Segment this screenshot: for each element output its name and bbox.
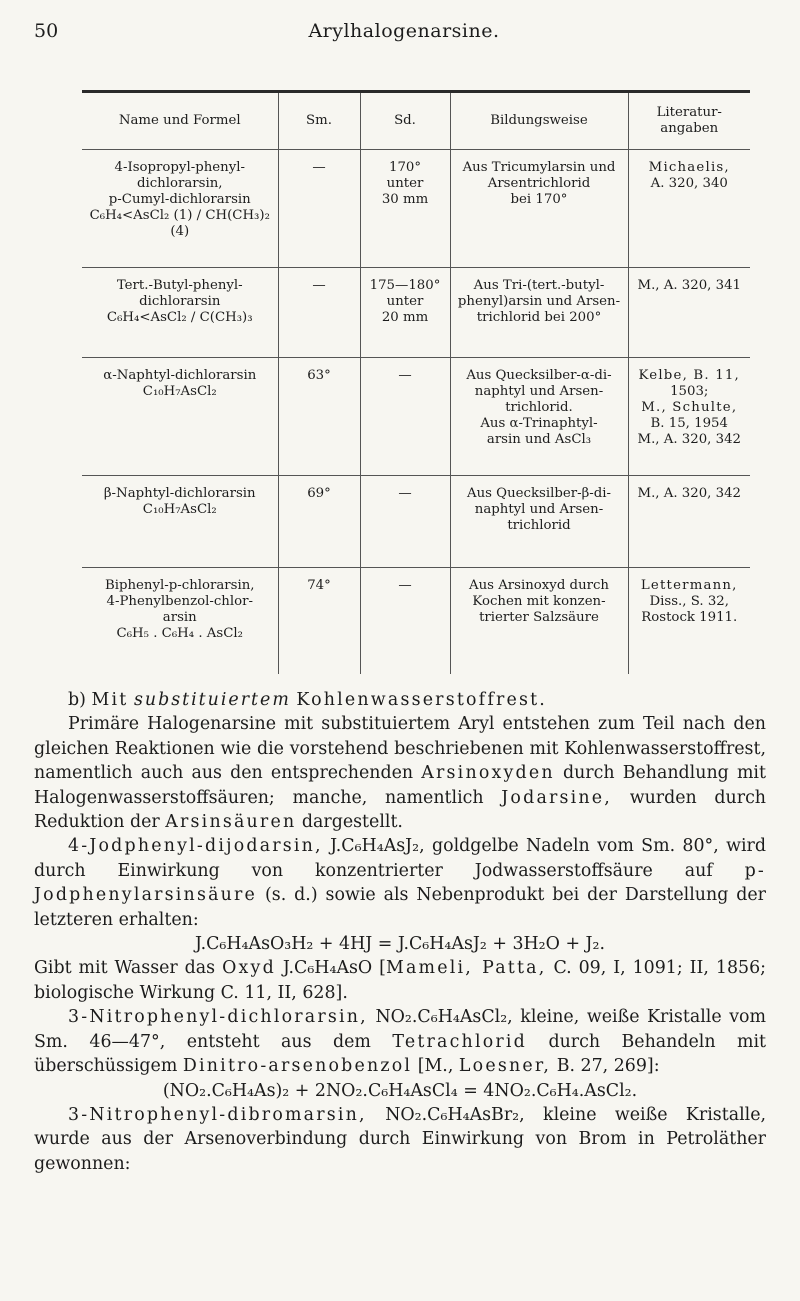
compound-name: 3-Nitrophenyl-dibromarsin, — [68, 1104, 367, 1125]
cell-bildungsweise — [450, 150, 628, 268]
bildung-line: trichlorid — [507, 518, 571, 533]
sd-line: unter — [386, 294, 424, 309]
compound-name: 4-Jodphenyl-dijodarsin, — [68, 836, 323, 857]
bildung-line: arsin und AsCl₃ — [486, 432, 592, 447]
bildung-line: Aus Quecksilber-β-di- — [466, 486, 612, 501]
sd-line: 30 mm — [381, 192, 429, 207]
bildung-line: phenyl)arsin und Arsen- — [457, 294, 621, 309]
col-header-name: Name und Formel — [82, 92, 278, 150]
compound-table — [82, 90, 750, 674]
sd-line: — — [398, 368, 412, 383]
name-line: arsin — [162, 610, 197, 625]
bildung-line: naphtyl und Arsen- — [474, 502, 604, 517]
text-run: durch Behandlung mit Halogenwasserstoffsäuren; manche, namentlich — [34, 763, 766, 808]
name-line: α-Naphtyl-dichlorarsin — [103, 368, 257, 383]
bildung-line: Aus α-Trinaphtyl- — [480, 416, 598, 431]
name-line: 4-Phenylbenzol-chlor- — [106, 594, 253, 609]
text-run: [M., — [417, 1056, 454, 1077]
lit-line: Diss., S. 32, — [649, 594, 729, 609]
formula: C₁₀H₇AsCl₂ — [142, 502, 217, 517]
col-header-bildungsweise: Bildungsweise — [450, 92, 628, 150]
cell-sm: — — [278, 150, 360, 268]
bildung-line: Aus Tricumylarsin und — [462, 160, 616, 175]
paragraph — [34, 1103, 766, 1176]
cell-bildungsweise — [450, 358, 628, 476]
table-row — [82, 568, 750, 674]
formula: C₁₀H₇AsCl₂ — [142, 384, 217, 399]
cell-literatur — [628, 150, 750, 268]
cell-sd — [360, 358, 450, 476]
name-line: 4-Isopropyl-phenyl- — [114, 160, 245, 175]
table-row — [82, 268, 750, 358]
text-run: NO₂.C₆H₄AsCl₂, kleine, weiße Kristalle vom Sm. 46—47°, entsteht aus dem — [34, 1007, 767, 1052]
text-run: B. 27, 269]: — [556, 1056, 660, 1077]
bildung-line: trichlorid. — [505, 400, 573, 415]
lit-line: 1503; — [670, 384, 709, 399]
spaced-term: Jodarsine, — [501, 787, 613, 808]
lit-line: Kelbe, B. 11, — [638, 368, 740, 383]
text-run: (s. d.) sowie als Nebenprodukt bei der Darstellung der letzteren erhalten: — [34, 885, 766, 930]
bildung-line: trierter Salzsäure — [479, 610, 599, 625]
formula: C₆H₅ . C₆H₄ . AsCl₂ — [116, 626, 243, 641]
spaced-term: Arsinoxyden — [421, 763, 555, 784]
cell-name — [82, 268, 278, 358]
text-run: durch Behandeln mit überschüssigem — [34, 1031, 767, 1077]
running-title: Arylhalogenarsine. — [308, 20, 500, 42]
author-names: Loesner, — [458, 1056, 552, 1077]
spaced-term: Arsinsäuren — [165, 812, 297, 833]
cell-name — [82, 476, 278, 568]
spaced-term: p-Jodphenylarsinsäure — [34, 860, 766, 906]
section-prefix: b) — [68, 690, 86, 710]
cell-literatur — [628, 358, 750, 476]
name-line: dichlorarsin, — [136, 176, 223, 191]
bildung-line: Aus Tri-(tert.-butyl- — [473, 278, 605, 293]
sd-line: unter — [386, 176, 424, 191]
lit-line: Lettermann, — [640, 578, 738, 593]
table-row — [82, 358, 750, 476]
table-row — [82, 150, 750, 268]
cell-sd — [360, 150, 450, 268]
text-run: C. 09, I, 1091; II, 1856; biologische Wirkung C. 11, II, 628]. — [34, 958, 767, 1003]
name-line: dichlorarsin — [139, 294, 221, 309]
section-heading — [34, 688, 766, 712]
cell-literatur — [628, 268, 750, 358]
table-header-row — [82, 92, 750, 150]
spaced-term: Dinitro-arsenobenzol — [182, 1056, 413, 1077]
text-run: J.C₆H₄AsJ₂, goldgelbe Nadeln vom Sm. 80°, wird durch Einwirkung von konzentrierter Jodwasserstoffsäure auf — [34, 836, 766, 881]
cell-name — [82, 568, 278, 674]
cell-sm: 74° — [278, 568, 360, 674]
body-text — [34, 688, 766, 1176]
bildung-line: bei 170° — [510, 192, 568, 207]
cell-name — [82, 150, 278, 268]
section-emph: substituiertem — [133, 690, 291, 710]
sd-line: 175—180° — [369, 278, 441, 293]
page-number: 50 — [34, 20, 59, 42]
section-mit: Mit — [91, 690, 129, 710]
sd-line: 20 mm — [381, 310, 429, 325]
equation: J.C₆H₄AsO₃H₂ + 4HJ = J.C₆H₄AsJ₂ + 3H₂O + J₂. — [194, 934, 606, 955]
bildung-line: Aus Quecksilber-α-di- — [466, 368, 612, 383]
col-header-literatur: Literatur-angaben — [628, 92, 750, 150]
lit-line: M., A. 320, 342 — [637, 486, 742, 501]
cell-sd — [360, 568, 450, 674]
col-header-sm: Sm. — [278, 92, 360, 150]
text-run: wurden durch Reduktion der — [34, 787, 767, 833]
section-rest: Kohlenwasserstoffrest. — [296, 690, 548, 710]
cell-sd — [360, 268, 450, 358]
spaced-term: Oxyd — [222, 958, 276, 979]
bildung-line: Kochen mit konzen- — [472, 594, 606, 609]
paragraph — [34, 1005, 766, 1078]
text-run: dargestellt. — [301, 812, 403, 833]
table-row — [82, 476, 750, 568]
equation: (NO₂.C₆H₄As)₂ + 2NO₂.C₆H₄AsCl₄ = 4NO₂.C₆H₄.AsCl₂. — [162, 1080, 638, 1101]
spaced-term: Tetrachlorid — [392, 1031, 527, 1052]
bildung-line: Aus Arsinoxyd durch — [468, 578, 609, 593]
cell-bildungsweise — [450, 476, 628, 568]
bildung-line: trichlorid bei 200° — [476, 310, 602, 325]
paragraph — [34, 834, 766, 932]
cell-bildungsweise — [450, 268, 628, 358]
lit-line: Michaelis, — [648, 160, 730, 175]
cell-literatur — [628, 568, 750, 674]
cell-sd — [360, 476, 450, 568]
cell-sm: 63° — [278, 358, 360, 476]
lit-line: M., A. 320, 342 — [637, 432, 742, 447]
author-names: Mameli, Patta, — [385, 958, 547, 979]
bildung-line: naphtyl und Arsen- — [474, 384, 604, 399]
name-line: p-Cumyl-dichlorarsin — [108, 192, 251, 207]
cell-sm: — — [278, 268, 360, 358]
text-run: NO₂.C₆H₄AsBr₂, kleine weiße Kristalle, wurde aus der Arsenoverbindung durch Einwirkung von Brom in Petroläther gewonnen: — [34, 1104, 767, 1174]
page-header — [34, 20, 774, 50]
formula: C₆H₄<AsCl₂ / C(CH₃)₃ — [106, 310, 253, 325]
text-run: Gibt mit Wasser das — [34, 958, 216, 979]
sd-line: — — [398, 486, 412, 501]
text-run: Primäre Halogenarsine mit substituiertem Aryl entstehen zum Teil nach den gleichen Reaktionen wie die vorstehend beschriebenen mit Kohlenwasserstoffrest, namentlich auch aus den entsprechenden — [34, 714, 766, 784]
compound-name: 3-Nitrophenyl-dichlorarsin, — [68, 1007, 368, 1028]
lit-line: B. 15, 1954 — [650, 416, 728, 431]
formula: C₆H₄<AsCl₂ (1) / CH(CH₃)₂ (4) — [89, 208, 270, 239]
cell-bildungsweise — [450, 568, 628, 674]
lit-line: M., A. 320, 341 — [637, 278, 742, 293]
name-line: β-Naphtyl-dichlorarsin — [103, 486, 256, 501]
sd-line: 170° — [388, 160, 422, 175]
paragraph — [34, 956, 766, 1005]
paragraph — [34, 712, 766, 834]
lit-line: A. 320, 340 — [650, 176, 728, 191]
name-line: Tert.-Butyl-phenyl- — [116, 278, 243, 293]
col-header-sd: Sd. — [360, 92, 450, 150]
cell-name — [82, 358, 278, 476]
sd-line: — — [398, 578, 412, 593]
lit-line: Rostock 1911. — [641, 610, 738, 625]
text-run: J.C₆H₄AsO [ — [282, 958, 386, 979]
lit-line: M., Schulte, — [641, 400, 738, 415]
name-line: Biphenyl-p-chlorarsin, — [104, 578, 255, 593]
cell-sm: 69° — [278, 476, 360, 568]
cell-literatur — [628, 476, 750, 568]
bildung-line: Arsentrichlorid — [487, 176, 591, 191]
